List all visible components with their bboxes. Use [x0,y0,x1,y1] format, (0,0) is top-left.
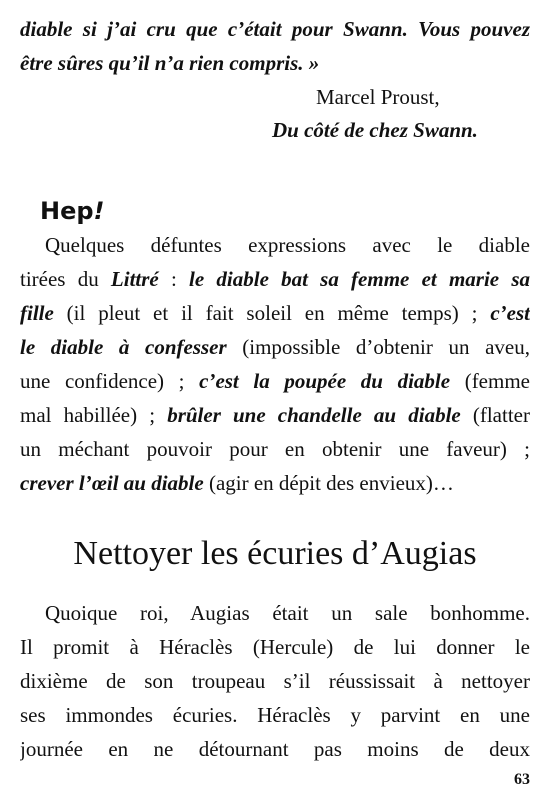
text-segment: (flatter [460,403,530,427]
italic-expression: c’est [490,301,530,325]
italic-expression: Littré [110,267,159,291]
quote-author: Marcel Proust, [316,85,440,109]
hep-heading [40,196,105,226]
section-line-5: journée en ne détournant pas moins de deux [20,737,530,761]
section-line-2: Il promit à Héraclès (Hercule) de lui donner le [20,635,530,659]
section-line-4: ses immondes écuries. Héraclès y parvint en une [20,703,530,727]
text-segment: une confidence) ; [20,369,200,393]
text-segment: un méchant pouvoir pour en obtenir une faveur) ; [20,437,530,461]
text-segment: (il pleut et il fait soleil en même temps) ; [53,301,491,325]
italic-expression: c’est la poupée du diable [199,369,451,393]
italic-expression: crever l’œil au diable [20,471,204,495]
hep-title: Hep [40,197,94,225]
italic-expression: fille [20,301,54,325]
hep-line-1 [45,230,530,260]
hep-line-5 [20,366,530,396]
text-segment: Quelques défuntes expressions avec le diable [45,233,530,257]
hep-line-7 [20,434,530,464]
italic-expression: le diable à confesser [20,335,227,359]
section-line-3: dixième de son troupeau s’il réussissait à nettoyer [20,669,530,693]
text-segment: (impossible d’obtenir un aveu, [226,335,530,359]
hep-line-6 [20,400,530,430]
page-number: 63 [514,771,530,788]
italic-expression: le diable bat sa femme et marie sa [189,267,530,291]
hep-line-4 [20,332,530,362]
italic-expression: brûler une chandelle au diable [167,403,461,427]
quote-line-1: diable si j’ai cru que c’était pour Swann. Vous pouvez [20,17,530,41]
hep-line-8 [20,468,530,498]
text-segment: tirées du [20,267,111,291]
text-segment: : [158,267,190,291]
text-segment: mal habillée) ; [20,403,168,427]
quote-work-title: Du côté de chez Swann. [272,118,478,142]
hep-exclamation: ! [93,197,105,225]
section-title: Nettoyer les écuries d’Augias [73,535,477,572]
section-line-1: Quoique roi, Augias était un sale bonhomme. [45,601,530,625]
text-segment: (femme [450,369,530,393]
hep-line-3 [20,298,530,328]
text-segment: (agir en dépit des envieux)… [203,471,454,495]
quote-line-2: être sûres qu’il n’a rien compris. » [20,51,320,75]
hep-line-2 [20,264,530,294]
